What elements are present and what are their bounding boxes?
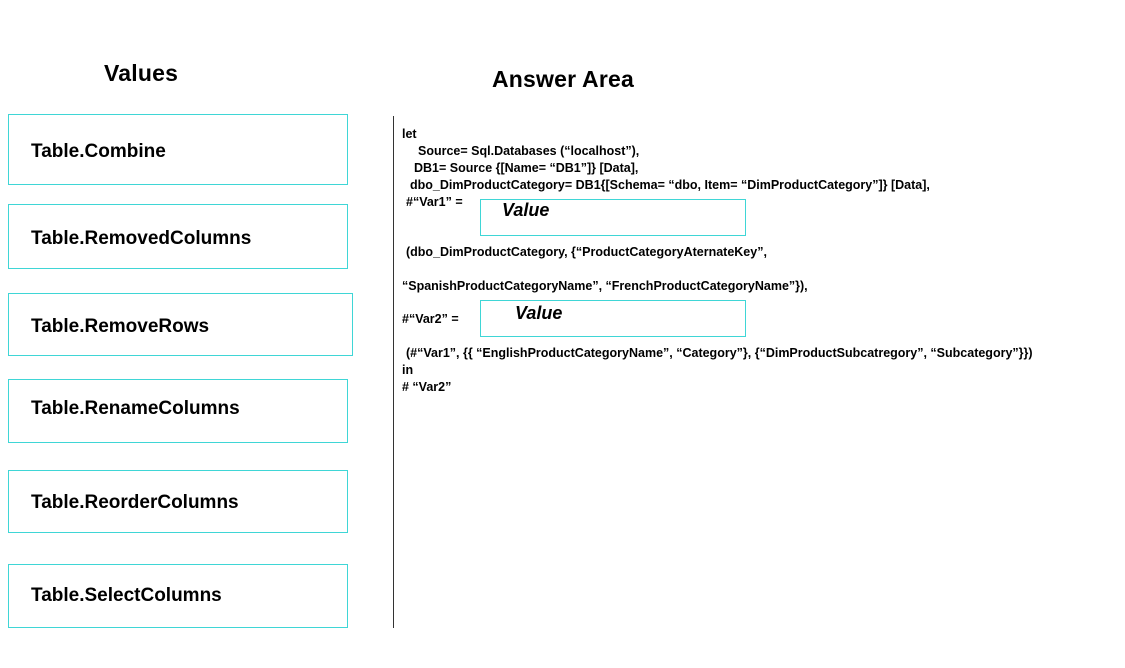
code-result: # “Var2” bbox=[402, 380, 452, 394]
value-option-table-reordercolumns[interactable] bbox=[8, 470, 348, 533]
drop-target-label: Value bbox=[515, 303, 563, 323]
code-var2-args: (#“Var1”, {{ “EnglishProductCategoryName”, “Category”}, {“DimProductSubcatregory”, “Subcategory”}}) bbox=[406, 346, 1033, 360]
code-db1: DB1= Source {[Name= “DB1”]} [Data], bbox=[414, 161, 639, 175]
code-var1-args-2: “SpanishProductCategoryName”, “FrenchProductCategoryName”}), bbox=[402, 279, 808, 293]
value-option-table-combine[interactable] bbox=[8, 114, 348, 185]
value-option-label: Table.RenameColumns bbox=[31, 398, 240, 419]
code-dim-product-category: dbo_DimProductCategory= DB1{[Schema= “dbo, Item= “DimProductCategory”]} [Data], bbox=[410, 178, 930, 192]
value-option-table-selectcolumns[interactable] bbox=[8, 564, 348, 628]
value-option-table-removedcolumns[interactable] bbox=[8, 204, 348, 269]
value-option-label: Table.SelectColumns bbox=[31, 585, 222, 606]
value-option-table-removerows[interactable] bbox=[8, 293, 353, 356]
values-heading: Values bbox=[104, 60, 179, 86]
value-option-label: Table.RemovedColumns bbox=[31, 228, 252, 249]
var1-drop-target[interactable] bbox=[480, 199, 746, 236]
value-option-label: Table.RemoveRows bbox=[31, 316, 210, 337]
code-var2-label: #“Var2” = bbox=[402, 312, 459, 326]
value-option-label: Table.ReorderColumns bbox=[31, 492, 239, 513]
code-in: in bbox=[402, 363, 414, 377]
code-let: let bbox=[402, 127, 417, 141]
value-option-table-renamecolumns[interactable] bbox=[8, 379, 348, 443]
code-var1-args-1: (dbo_DimProductCategory, {“ProductCategoryAternateKey”, bbox=[406, 245, 767, 259]
value-option-label: Table.Combine bbox=[31, 141, 166, 162]
drop-target-label: Value bbox=[502, 200, 550, 220]
var2-drop-target[interactable] bbox=[480, 300, 746, 337]
code-source: Source= Sql.Databases (“localhost”), bbox=[418, 144, 640, 158]
divider bbox=[393, 116, 394, 628]
code-var1-label: #“Var1” = bbox=[406, 195, 463, 209]
answer-area-heading: Answer Area bbox=[492, 66, 634, 92]
